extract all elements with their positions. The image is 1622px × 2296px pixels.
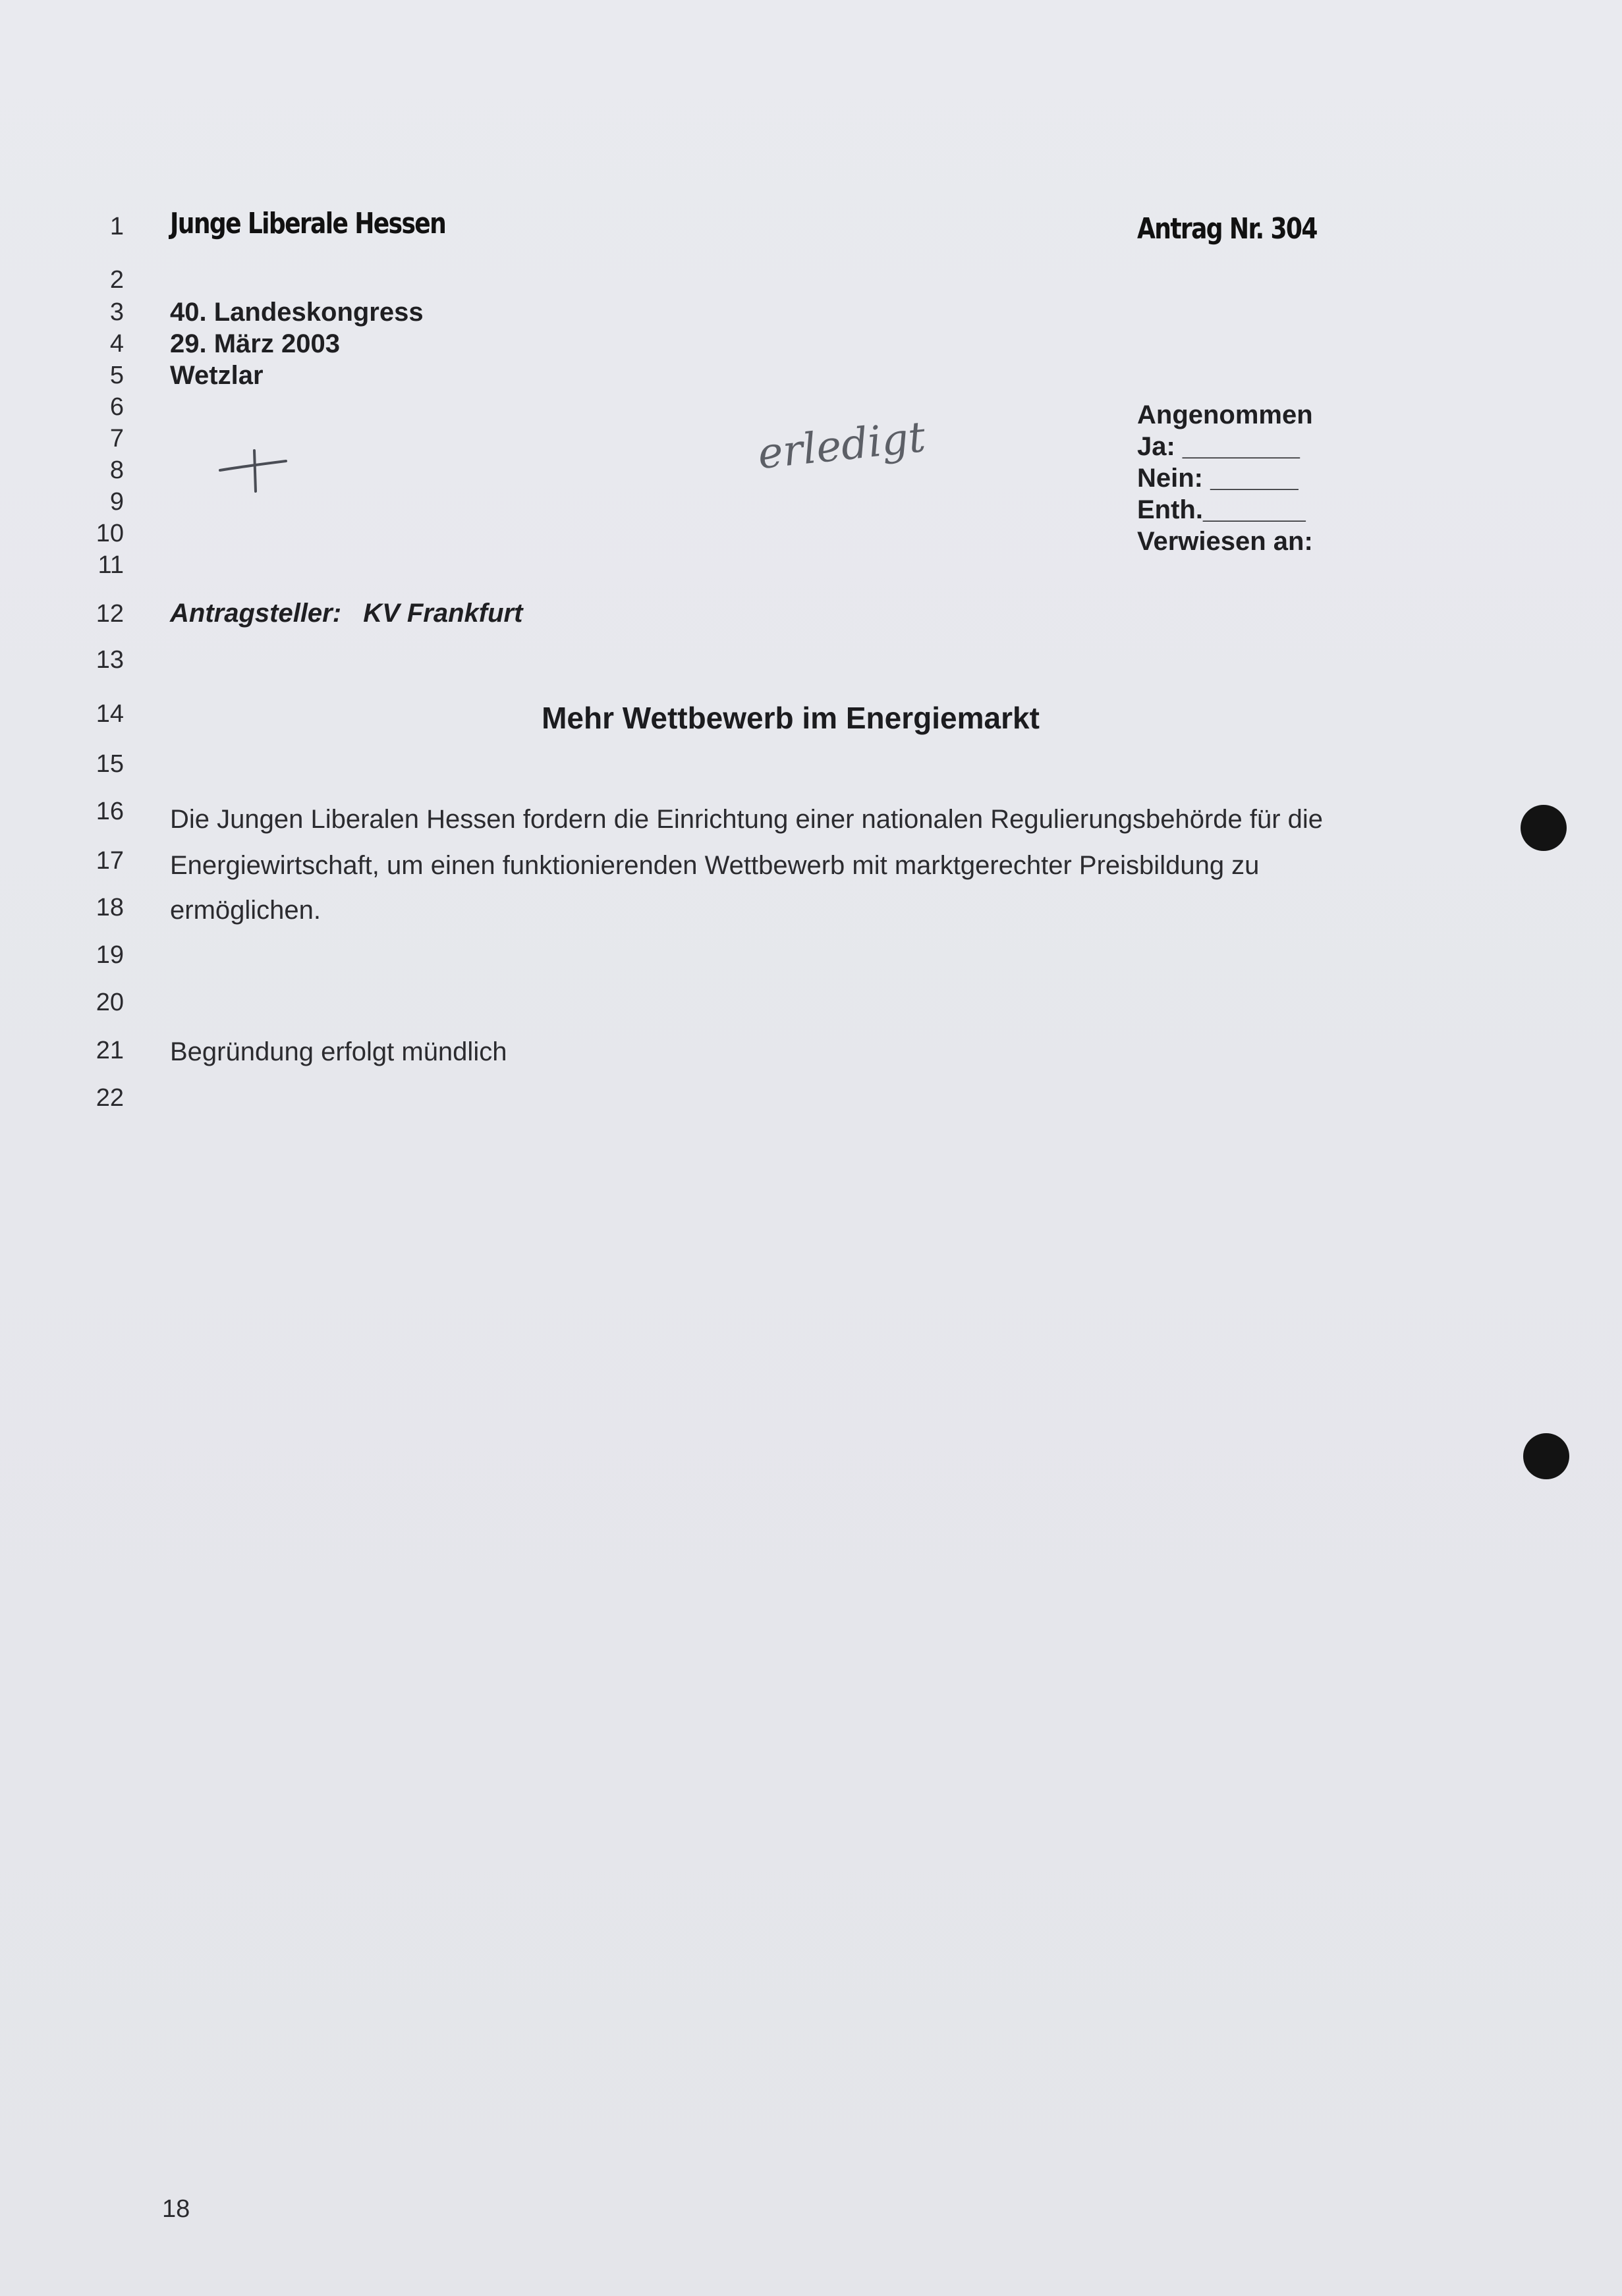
punch-hole [1521, 805, 1567, 851]
line-number: 11 [98, 551, 124, 579]
line-number: 13 [96, 646, 124, 674]
line-number: 5 [109, 362, 124, 389]
vote-no-field: Nein: ______ [1137, 464, 1299, 493]
line-number: 14 [96, 700, 124, 728]
cross-mark-icon [217, 441, 290, 494]
motion-number: Antrag Nr. 304 [1137, 212, 1317, 246]
handwritten-note: erledigt [755, 412, 928, 479]
motion-title: Mehr Wettbewerb im Energiemarkt [542, 701, 1040, 735]
punch-hole [1523, 1433, 1569, 1479]
vote-referred-field: Verwiesen an: [1137, 527, 1313, 556]
body-line: ermöglichen. [170, 896, 322, 925]
body-line: Energiewirtschaft, um einen funktionierenden Wettbewerb mit marktgerechter Preisbildung zu [170, 851, 1260, 880]
line-number: 17 [96, 847, 124, 875]
line-number: 4 [109, 330, 124, 358]
line-number: 9 [109, 488, 124, 516]
line-number: 3 [109, 298, 124, 326]
justification-text: Begründung erfolgt mündlich [170, 1037, 507, 1066]
organization-name: Junge Liberale Hessen [170, 207, 446, 240]
line-number: 15 [96, 750, 124, 778]
event-place: Wetzlar [170, 361, 264, 390]
event-date: 29. März 2003 [170, 329, 340, 358]
line-number: 19 [96, 941, 124, 969]
vote-abstain-field: Enth._______ [1137, 495, 1306, 524]
line-number: 18 [96, 894, 124, 921]
body-line: Die Jungen Liberalen Hessen fordern die Einrichtung einer nationalen Regulierungsbehörde für die [170, 805, 1324, 834]
vote-yes-field: Ja: ________ [1137, 432, 1300, 461]
line-number: 20 [96, 989, 124, 1016]
applicant-name: KV Frankfurt [363, 599, 523, 628]
applicant-label: Antragsteller: [170, 599, 342, 628]
event-name: 40. Landeskongress [170, 298, 424, 327]
line-number: 8 [109, 456, 124, 484]
vote-accepted-label: Angenommen [1137, 400, 1313, 429]
line-number: 1 [109, 213, 124, 240]
line-number: 22 [96, 1084, 124, 1112]
line-number: 21 [96, 1037, 124, 1064]
line-number: 10 [96, 520, 124, 547]
vote-box [1137, 399, 1313, 557]
line-number: 12 [96, 600, 124, 628]
handwritten-cross [217, 441, 290, 494]
page-number: 18 [162, 2195, 190, 2223]
line-number: 16 [96, 798, 124, 825]
applicant-line [170, 599, 522, 628]
line-number: 2 [109, 266, 124, 294]
line-number: 6 [109, 393, 124, 421]
line-number: 7 [109, 425, 124, 452]
